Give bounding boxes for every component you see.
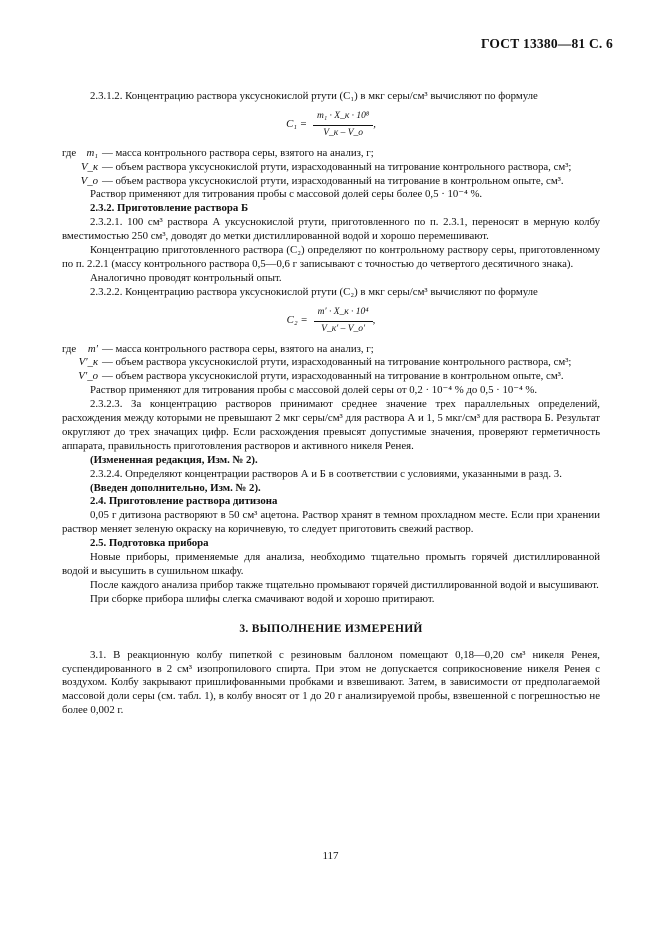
definition-symbol: V′_о: [78, 370, 98, 383]
definition-row: [62, 175, 600, 189]
definition-text: — объем раствора уксуснокислой ртути, израсходованный на титрование контрольного раствора, см³;: [102, 356, 572, 369]
paragraph-2-3-2-4: 2.3.2.4. Определяют концентрации растворов А и Б в соответствии с условиями, указанными в разд. 3.: [90, 467, 562, 480]
paragraph-2-3-2-3: 2.3.2.3. За концентрацию растворов принимают среднее значение трех параллельных определений, расхождения между которыми не превышают 2 мкг серы/см³ для раствора А и 1, 5 мкг/см³ для раствора Б. Результат округляют до трех значащих цифр. Если расхождения превысят допустимые значения, проверяют герметичность аппарата, правильность приготовления растворов и активного никеля Ренея.: [62, 398, 600, 452]
definition-row: [62, 356, 600, 370]
formula-c1-fraction: [313, 110, 373, 141]
where-word: где: [62, 342, 77, 355]
definition-symbol: V_о: [80, 174, 98, 187]
formula-c1-denominator: V_к – V_о: [323, 127, 364, 138]
formula-c2-fraction: [314, 306, 373, 337]
formula-c2-denominator: V_к′ – V_о′: [321, 323, 366, 334]
definition-row: [62, 370, 600, 384]
formula-c1-numerator: m₁ · X_к · 10⁸: [313, 110, 373, 126]
paragraph: Концентрацию приготовленного раствора (C₂) определяют по контрольному раствору серы, приготовленному по п. 2.2.1 (массу контрольного раствора 0,5—0,6 г записывают с точностью до четвертого десятичного знака).: [62, 244, 600, 270]
formula-c2-numerator: m′ · X_к · 10⁴: [314, 306, 373, 322]
where-word: где: [62, 146, 77, 159]
definition-symbol: V_к: [80, 160, 98, 173]
formula-c2-lhs: C₂ =: [286, 314, 308, 327]
page-number: 117: [322, 850, 339, 862]
paragraph-2-3-2-1: 2.3.2.1. 100 см³ раствора А уксуснокислой ртути, приготовленного по п. 2.3.1, переносят в мерную колбу вместимостью 250 см³, доводят до метки дистиллированной водой и хорошо перемешивают.: [62, 216, 600, 243]
paragraph: Раствор применяют для титрования пробы с массовой долей серы более 0,5 · 10⁻⁴ %.: [90, 188, 483, 201]
definition-symbol: V′_к: [78, 356, 98, 369]
paragraph: При сборке прибора шлифы слегка смачивают водой и хорошо притирают.: [90, 592, 435, 605]
paragraph: Аналогично проводят контрольный опыт.: [90, 271, 282, 284]
definition-symbol: m′: [87, 342, 98, 355]
running-header: ГОСТ 13380—81 С. 6: [480, 36, 613, 51]
page-content: [62, 90, 600, 718]
paragraph-2-3-2-2: 2.3.2.2. Концентрацию раствора уксуснокислой ртути (C₂) в мкг серы/см³ вычисляют по формуле: [90, 285, 538, 298]
definition-text: — объем раствора уксуснокислой ртути, израсходованный на титрование в контрольном опыте, см³.: [102, 370, 564, 383]
paragraph: Раствор применяют для титрования пробы с массовой долей серы от 0,2 · 10⁻⁴ % до 0,5 · 10⁻⁴ %.: [90, 384, 538, 397]
formula-c2: [62, 306, 600, 337]
definition-text: — объем раствора уксуснокислой ртути, израсходованный на титрование контрольного раствора, см³;: [102, 160, 572, 173]
formula-c1: [62, 110, 600, 141]
paragraph-2-3-1-2: 2.3.1.2. Концентрацию раствора уксуснокислой ртути (C₁) в мкг серы/см³ вычисляют по формуле: [90, 90, 538, 102]
definition-text: — масса контрольного раствора серы, взятого на анализ, г;: [102, 342, 374, 355]
formula-c1-lhs: C₁ =: [286, 118, 308, 131]
paragraph: 0,05 г дитизона растворяют в 50 см³ ацетона. Раствор хранят в темном прохладном месте. Если при хранении раствор меняет зеленую окраску на коричневую, то следует приготовить свежий раствор.: [62, 509, 600, 536]
definition-row: [62, 343, 600, 357]
section-title-2-5: 2.5. Подготовка прибора: [90, 537, 209, 550]
definitions-c2: [62, 343, 600, 385]
section-title-2-3-2: 2.3.2. Приготовление раствора Б: [90, 202, 249, 215]
formula-c1-tail: ,: [373, 118, 376, 131]
amendment-note: (Измененная редакция, Изм. № 2).: [90, 453, 258, 466]
section-heading-3: 3. ВЫПОЛНЕНИЕ ИЗМЕРЕНИЙ: [239, 622, 423, 635]
section-title-2-4: 2.4. Приготовление раствора дитизона: [90, 495, 278, 508]
paragraph-3-1: 3.1. В реакционную колбу пипеткой с резиновым баллоном помещают 0,18—0,20 см³ никеля Ренея, суспендированного в 2 см³ изопропилового спирта. При этом не допускается соприкосновение никеля Ренея с воздухом. Колбу закрывают пришлифованными пробками и взвешивают. Затем, в зависимости от предполагаемой массовой доли серы (см. табл. 1), в колбу вносят от 1 до 20 г анализируемой пробы, взвешенной с погрешностью не более 0,002 г.: [62, 648, 600, 717]
definition-row: [62, 147, 600, 161]
definitions-c1: [62, 147, 600, 189]
formula-c2-tail: ,: [372, 314, 376, 327]
amendment-note: (Введен дополнительно, Изм. № 2).: [90, 481, 261, 494]
definition-row: [62, 161, 600, 175]
paragraph: После каждого анализа прибор также тщательно промывают горячей дистиллированной водой и высушивают.: [90, 578, 599, 591]
definition-text: — масса контрольного раствора серы, взятого на анализ, г;: [102, 146, 374, 159]
paragraph: Новые приборы, применяемые для анализа, необходимо тщательно промыть горячей дистиллированной водой и высушить в сушильном шкафу.: [62, 551, 600, 577]
definition-text: — объем раствора уксуснокислой ртути, израсходованный на титрование в контрольном опыте, см³.: [102, 174, 564, 187]
definition-symbol: m₁: [86, 146, 98, 159]
